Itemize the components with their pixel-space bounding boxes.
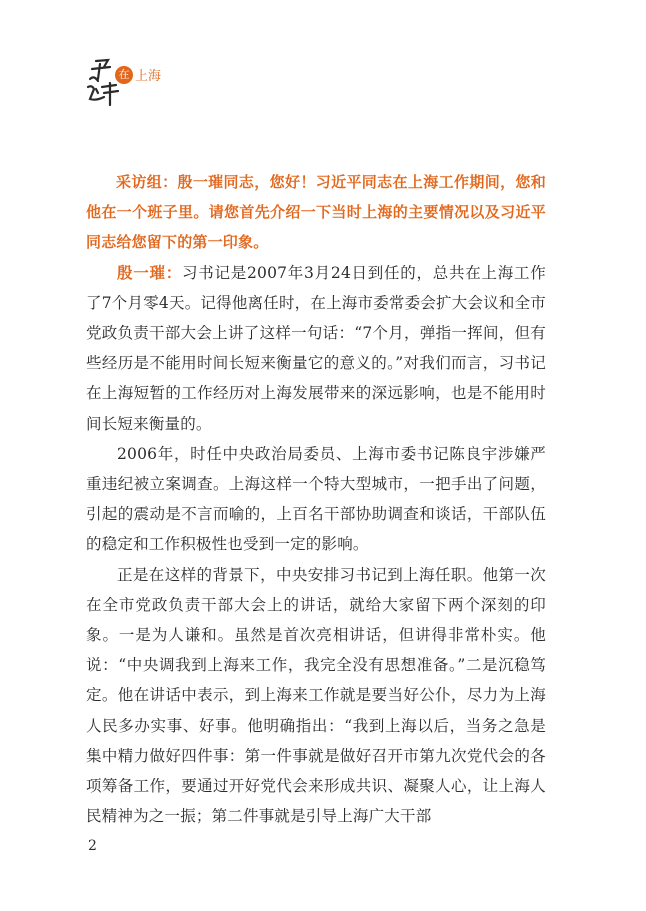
answer-paragraph-1 [86,258,546,439]
answer-text-1: 习书记是2007年3月24日到任的，总共在上海工作了7个月零4天。记得他离任时，在上海市委常委会扩大会议和全市党政负责干部大会上讲了这样一句话：“7个月，弹指一挥间，但有些经历是不能用时间长短来衡量它的意义的。”对我们而言，习书记在上海短暂的工作经历对上海发展带来的深远影响，也是不能用时间长短来衡量的。 [86,263,546,433]
answer-speaker: 殷一璀： [117,263,182,282]
interview-question: 采访组：殷一璀同志，您好！习近平同志在上海工作期间，您和他在一个班子里。请您首先介绍一下当时上海的主要情况以及习近平同志给您留下的第一印象。 [86,173,546,252]
answer-paragraph-3: 正是在这样的背景下，中央安排习书记到上海任职。他第一次在全市党政负责干部大会上的讲话，就给大家留下两个深刻的印象。一是为人谦和。虽然是首次亮相讲话，但讲得非常朴实。他说：“中央调我到上海来工作，我完全没有思想准备。”二是沉稳笃定。他在讲话中表示，到上海来工作就是要当好公仆，尽力为上海人民多办实事、好事。他明确指出：“我到上海以后，当务之急是集中精力做好四件事：第一件事就是做好召开市第九次党代会的各项筹备工作，要通过开好党代会来形成共识、凝聚人心，让上海人民精神为之一振；第二件事就是引导上海广大干部 [86,565,546,826]
page-number: 2 [88,838,97,854]
logo-circle-badge: 在 [115,66,133,84]
logo-title: 上海 [135,69,162,84]
header-logo [82,55,182,115]
article-body [86,167,546,831]
answer-paragraph-2: 2006年，时任中央政治局委员、上海市委书记陈良宇涉嫌严重违纪被立案调查。上海这样一个特大型城市，一把手出了问题，引起的震动是不言而喻的，上百名干部协助调查和谈话，干部队伍的稳定和工作积极性也受到一定的影响。 [86,444,546,554]
